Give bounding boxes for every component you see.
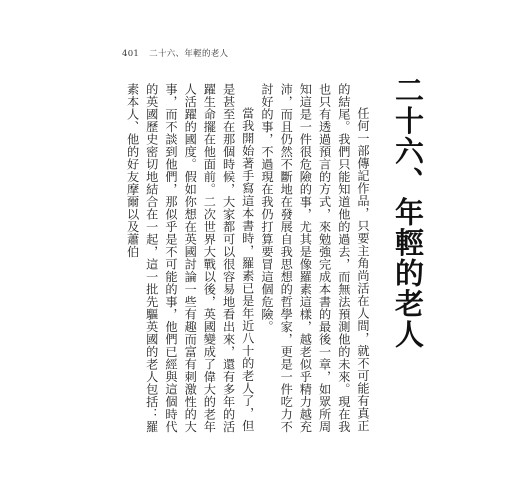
running-title: 二十六、年輕的老人	[149, 49, 229, 59]
running-header	[122, 47, 228, 59]
paragraph-2: 當我開始著手寫這本書時，羅素已是年近八十的老人了，但是甚至在那個時候，大家都可以很容易地看出來，還有多年的活躍生命擺在他面前。二次世界大戰以後，英國變成了偉大的老年人活躍的國度。假如你想在英國討論一些有趣而富有刺激性的大事，而不談到他們，那似乎是不可能的事，他們已經與這個時代的英國歷史密切地結合在一起，這一批先驅英國的老人包括：羅素本人、他的好友摩爾以及蕭伯	[125, 83, 255, 433]
page-number: 401	[122, 49, 140, 59]
chapter-title: 二十六、年輕的老人	[391, 75, 425, 350]
paragraph-1: 任何一部傳記作品，只要主角尚活在人間，就不可能有真正的結尾。我們只能知道他的過去，而無法預測他的未來。現在我也只有透過預言的方式，來勉強完成本書的最後一章，如眾所周知這是一件很危險的事，尤其是像羅素這樣，越老似乎精力越充沛，而且仍然不斷地在發展自我思想的哲學家，更是一件吃力不討好的事，不過現在我仍打算要冒這個危險。	[259, 83, 370, 433]
chapter-body	[112, 83, 372, 433]
